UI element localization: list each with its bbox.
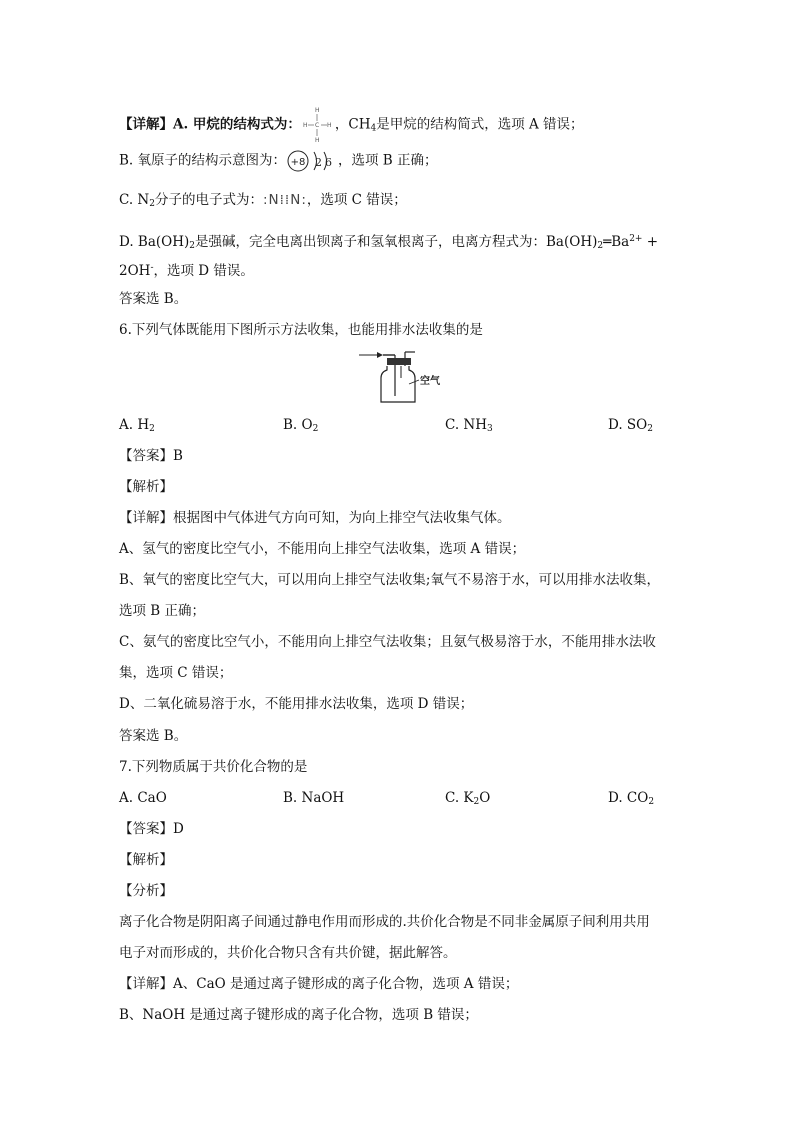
q7-answer: 【答案】D — [119, 821, 184, 837]
svg-text:6: 6 — [325, 156, 333, 169]
q6-line-d: D、二氧化硫易溶于水，不能用排水法收集，选项 D 错误； — [119, 696, 474, 712]
figure-label-air: 空气 — [420, 376, 440, 387]
q6-line-b2: 选项 B 正确； — [119, 603, 206, 619]
q5-detail-b: B. 氧原子的结构示意图为： +8 2 6 ，选项 B 正确； — [119, 148, 438, 174]
q5-detail-a-prefix: 【详解】A. 甲烷的结构式为： — [119, 116, 301, 133]
q5-answer: 答案选 B。 — [119, 291, 188, 307]
q6-answer: 【答案】B — [119, 448, 183, 464]
q5-detail-a: 【详解】A. 甲烷的结构式为： H H H H C ，$CH_4$是甲烷的结构简式，选项 A 错误； — [119, 107, 584, 144]
svg-text:H: H — [314, 137, 320, 144]
gas-collection-bottle-figure — [357, 344, 447, 406]
q6-stem: 6.下列气体既能用下图所示方法收集，也能用排水法收集的是 — [119, 322, 483, 338]
q5-detail-c: C. $N_2$分子的电子式为：:N⁞⁞N:，选项 C 错误； — [119, 192, 407, 209]
q6-option-a: A. $H_2$ — [119, 417, 155, 434]
q7-stem: 7.下列物质属于共价化合物的是 — [119, 759, 308, 775]
q7-option-a: A. CaO — [119, 790, 167, 806]
q7-fenxi: 【分析】 — [119, 883, 173, 899]
q7-body-line1: 离子化合物是阴阳离子间通过静电作用而形成的.共价化合物是不同非金属原子间利用共用 — [119, 914, 650, 930]
q7-detail-b: B、NaOH 是通过离子键形成的离子化合物，选项 B 错误； — [119, 1007, 478, 1023]
q6-line-a: A、氢气的密度比空气小，不能用向上排空气法收集，选项 A 错误； — [119, 541, 526, 557]
q6-option-d: D. $SO_2$ — [608, 417, 653, 434]
svg-text:2: 2 — [315, 156, 323, 169]
q6-line-c1: C、氨气的密度比空气小，不能用向上排空气法收集；且氨气极易溶于水，不能用排水法收 — [119, 634, 656, 650]
q6-option-b: B. $O_2$ — [283, 417, 319, 434]
q7-option-b: B. NaOH — [283, 790, 345, 806]
q7-option-c: C. $K_2O$ — [445, 790, 491, 807]
n2-electron-formula: :N⁞⁞N: — [262, 192, 307, 208]
q6-analysis: 【解析】 — [119, 479, 173, 495]
q5-detail-d-line1: D. $Ba(OH)_2$是强碱，完全电离出钡离子和氢氧根离子，电离方程式为：$Ba(OH)_2═Ba^{2+}$ + — [119, 234, 659, 251]
q6-line-b1: B、氧气的密度比空气大，可以用向上排空气法收集;氧气不易溶于水，可以用排水法收集， — [119, 572, 660, 588]
oxygen-atom-structure-diagram — [286, 148, 338, 174]
q6-final: 答案选 B。 — [119, 728, 188, 744]
q6-detail: 【详解】根据图中气体进气方向可知，为向上排空气法收集气体。 — [119, 510, 511, 526]
q7-detail-a: 【详解】A、CaO 是通过离子键形成的离子化合物，选项 A 错误； — [119, 976, 519, 992]
q7-body-line2: 电子对而形成的，共价化合物只含有共价键，据此解答。 — [119, 945, 457, 961]
q6-line-c2: 集，选项 C 错误； — [119, 665, 233, 681]
q6-option-c: C. $NH_3$ — [445, 417, 493, 434]
svg-text:H: H — [314, 107, 320, 114]
methane-structural-formula-image — [301, 106, 335, 144]
q5-detail-d-line2: 2OH-，选项 D 错误。 — [119, 263, 254, 279]
svg-text:C: C — [314, 122, 320, 129]
svg-text:+8: +8 — [290, 157, 306, 168]
svg-text:H: H — [326, 122, 332, 129]
svg-text:H: H — [302, 122, 308, 129]
q7-option-d: D. $CO_2$ — [608, 790, 655, 807]
q7-analysis: 【解析】 — [119, 852, 173, 868]
